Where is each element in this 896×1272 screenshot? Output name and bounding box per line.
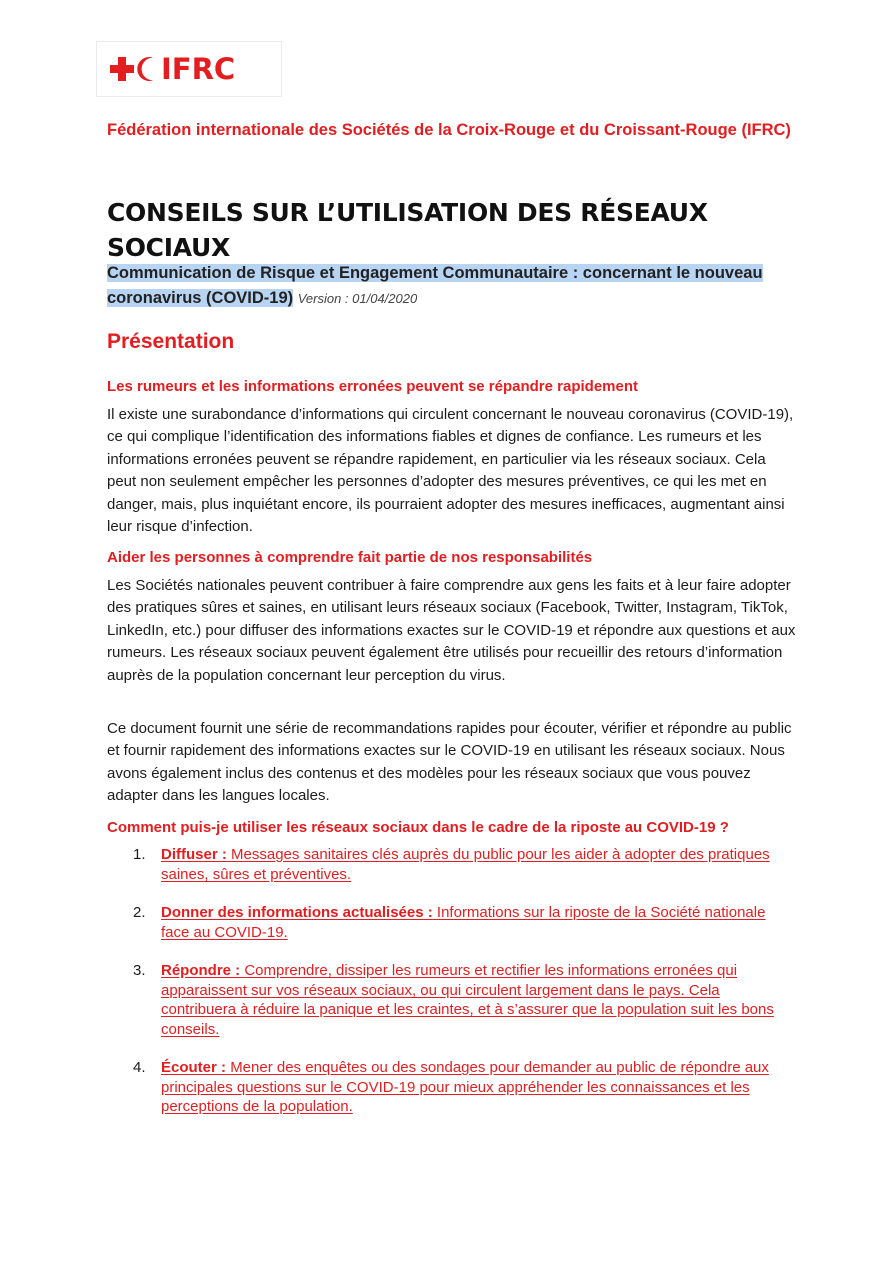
list-number: 3. <box>133 962 146 979</box>
list-item-donner <box>107 903 797 942</box>
list-item-lead: Écouter : <box>161 1059 227 1076</box>
block-heading-comment: Comment puis-je utiliser les réseaux sociaux dans le cadre de la riposte au COVID-19 ? <box>107 819 729 836</box>
list-item-text: Informations sur la riposte de la Société nationale face au COVID-19. <box>161 904 766 941</box>
logo-wordmark: IFRC <box>161 51 236 86</box>
list-number: 2. <box>133 904 146 921</box>
section-heading: Présentation <box>107 330 235 353</box>
paragraph-document: Ce document fournit une série de recommandations rapides pour écouter, vérifier et répondre au public et fournir rapidement des informations exactes sur le COVID-19 en utilisant les réseaux sociaux. Nous avons également inclus des contenus et des modèles pour les réseaux sociaux que vous pouvez adapter dans les langues locales. <box>107 720 792 805</box>
list-item-diffuser <box>107 845 797 884</box>
list-item-ecouter <box>107 1058 797 1117</box>
document-subtitle <box>107 261 797 311</box>
subtitle-text: Communication de Risque et Engagement Communautaire : concernant le nouveau coronavirus (COVID-19) <box>107 264 763 307</box>
block-heading-aider: Aider les personnes à comprendre fait partie de nos responsabilités <box>107 549 593 566</box>
usage-list <box>107 845 797 1117</box>
list-number: 1. <box>133 846 146 863</box>
list-item-lead: Diffuser : <box>161 846 227 863</box>
ifrc-logo <box>96 41 282 97</box>
list-item-lead: Répondre : <box>161 962 241 979</box>
list-item-repondre <box>107 961 797 1039</box>
list-item-text: Comprendre, dissiper les rumeurs et rectifier les informations erronées qui apparaissent sur vos réseaux sociaux, ou qui circulent largement dans le pays. Cela contribuera à réduire la panique et les craintes, et à s’assurer que la population suit les bons conseils. <box>161 962 774 1038</box>
block-heading-rumeurs: Les rumeurs et les informations erronées peuvent se répandre rapidement <box>107 378 639 395</box>
document-title: CONSEILS SUR L’UTILISATION DES RÉSEAUX SOCIAUX <box>107 198 708 262</box>
paragraph-aider: Les Sociétés nationales peuvent contribuer à faire comprendre aux gens les faits et à leur faire adopter des pratiques sûres et saines, en utilisant leurs réseaux sociaux (Facebook, Twitter, Instagram, TikTok, LinkedIn, etc.) pour diffuser des informations exactes sur le COVID-19 et répondre aux questions et aux rumeurs. Les réseaux sociaux peuvent également être utilisés pour recueillir des retours d’information auprès de la population concernant leur perception du virus. <box>107 577 796 684</box>
organization-name: Fédération internationale des Sociétés de la Croix-Rouge et du Croissant-Rouge (IFRC) <box>107 121 791 139</box>
cross-crescent-icon <box>109 54 157 84</box>
list-item-text: Mener des enquêtes ou des sondages pour demander au public de répondre aux principales questions sur le COVID-19 pour mieux appréhender les connaissances et les perceptions de la population. <box>161 1059 769 1115</box>
list-number: 4. <box>133 1059 146 1076</box>
list-item-lead: Donner des informations actualisées : <box>161 904 433 921</box>
list-item-text: Messages sanitaires clés auprès du public pour les aider à adopter des pratiques saines, sûres et préventives. <box>161 846 770 883</box>
version-label: Version : 01/04/2020 <box>297 291 418 306</box>
paragraph-rumeurs: Il existe une surabondance d’informations qui circulent concernant le nouveau coronavirus (COVID-19), ce qui complique l’identification des informations fiables et dignes de confiance. Les rumeurs et les informations erronées peuvent se répandre rapidement, en particulier via les réseaux sociaux. Cela peut non seulement empêcher les personnes d’adopter des mesures préventives, ce qui les met en danger, mais, plus inquiétant encore, ils pourraient adopter des mesures inefficaces, augmentant ainsi leur risque d’infection. <box>107 406 794 536</box>
